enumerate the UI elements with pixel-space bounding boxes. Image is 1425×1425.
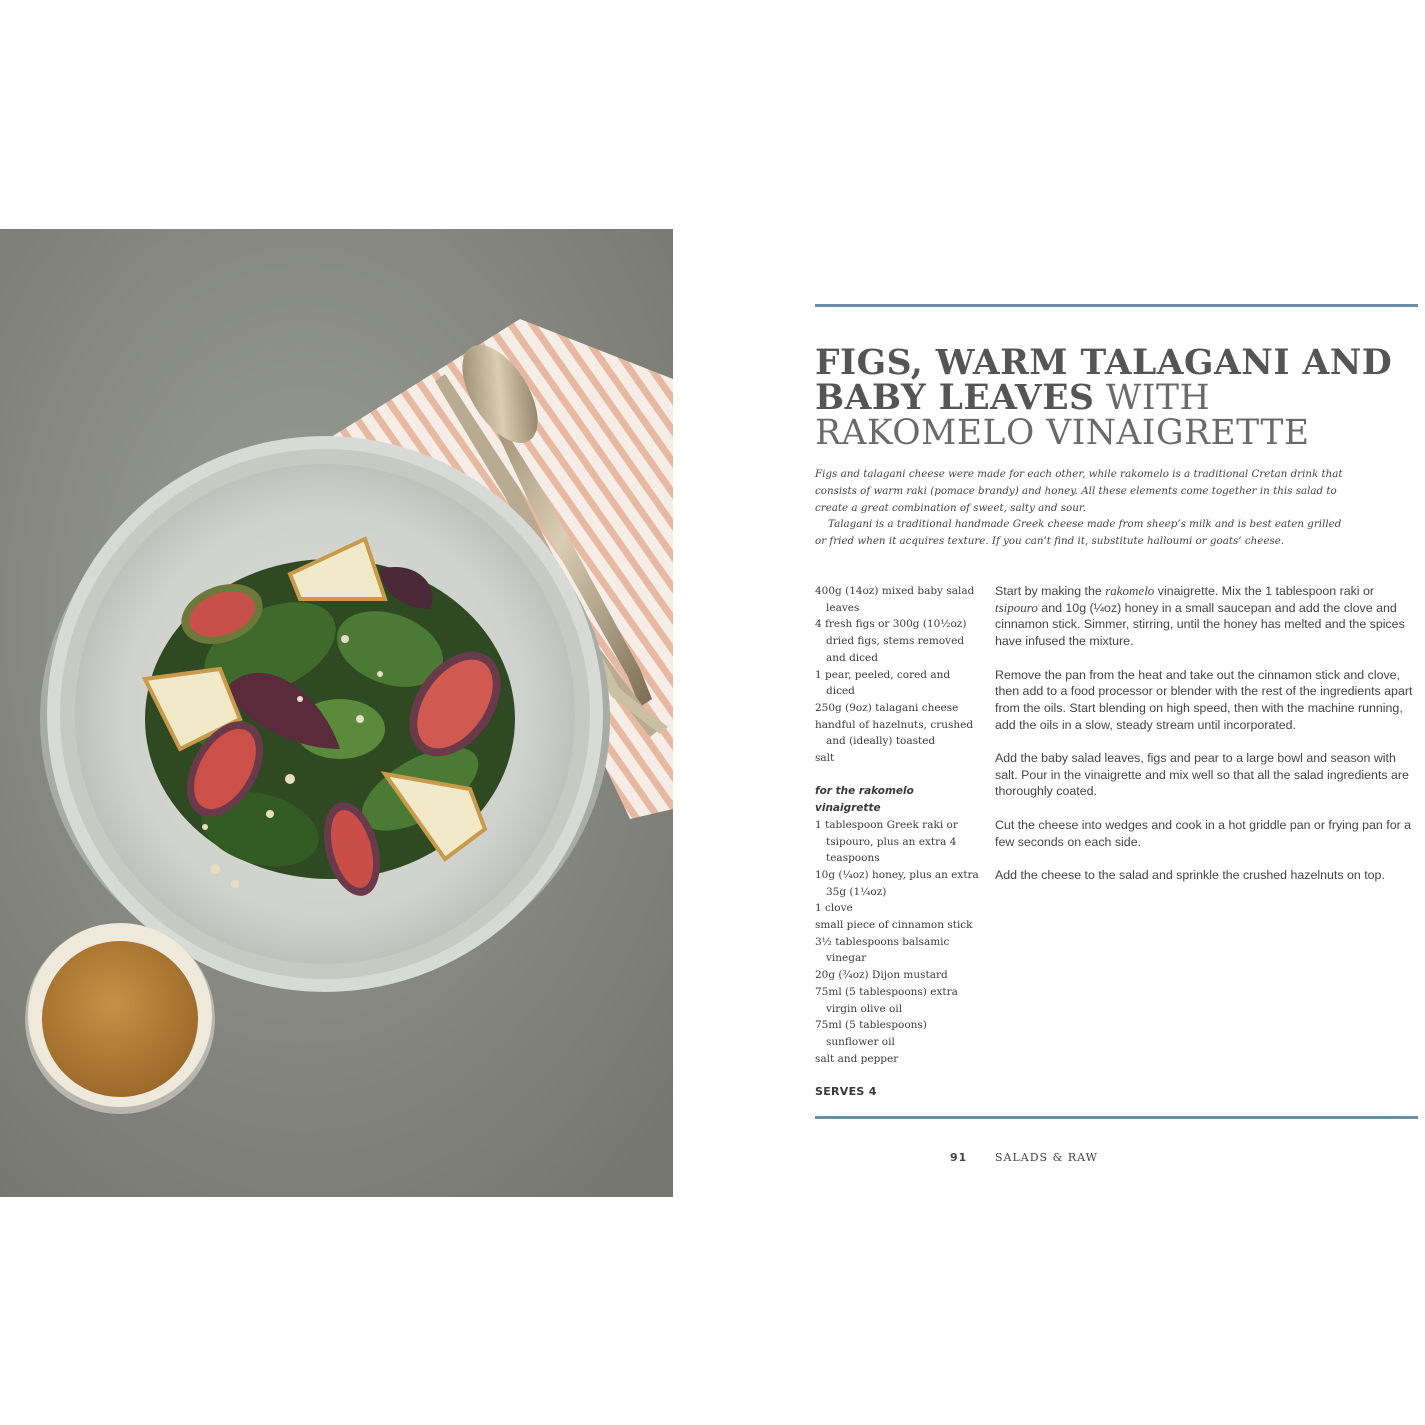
vinaigrette-ingredient-item: 75ml (5 tablespoons) sunflower oil [815, 1019, 927, 1048]
vinaigrette-ingredient-item: 3½ tablespoons balsamic vinegar [815, 935, 950, 965]
title-bold-part: FIGS, WARM TALAGANI AND BABY LEAVES [815, 343, 1393, 418]
ingredient-item: 1 pear, peeled, cored and diced [815, 668, 951, 698]
vinaigrette-ingredient-item: 20g (¾oz) Dijon mustard [815, 969, 948, 982]
intro-paragraph-1: Figs and talagani cheese were made for each other, while rakomelo is a traditional Cretan drink that consists of warm raki (pomace brandy) and honey. All these elements come together in this salad to create a great combination of sweet, salty and sour. [815, 468, 1343, 514]
page-number: 91 [950, 1151, 968, 1164]
method-step-1-text-a: Start by making the [995, 584, 1106, 598]
method-step-4: Cut the cheese into wedges and cook in a hot griddle pan or frying pan for a few seconds on each side. [995, 817, 1412, 849]
ingredient-item: 250g (9oz) talagani cheese [815, 701, 959, 714]
vinaigrette-ingredient-item: 1 clove [815, 902, 853, 915]
method-step-1-em-rakomelo: rakomelo [1105, 583, 1155, 598]
food-photo [0, 229, 673, 1197]
dressing-bowl [25, 923, 215, 1114]
vinaigrette-ingredient-list [815, 817, 980, 1068]
vinaigrette-ingredient-item: salt and pepper [815, 1052, 899, 1065]
ingredient-item: 4 fresh figs or 300g (10½oz) dried figs, stems removed and diced [815, 618, 967, 664]
salad-photo-illustration [0, 229, 673, 1197]
method-step-5: Add the cheese to the salad and sprinkle the crushed hazelnuts on top. [995, 867, 1385, 882]
method-step-1-em-tsipouro: tsipouro [995, 599, 1038, 615]
bottom-rule [815, 1116, 1418, 1119]
vinaigrette-ingredient-item: 1 tablespoon Greek raki or tsipouro, plus an extra 4 teaspoons [815, 818, 958, 865]
method-step-2: Remove the pan from the heat and take out the cinnamon stick and clove, then add to a food processor or blender with the rest of the ingredients apart from the oils. Start blending on high speed, then with the machine running, add the oils in a slow, steady stream until incorporated. [995, 667, 1413, 732]
method-step-1-text-b: vinaigrette. Mix the 1 tablespoon raki or [1154, 584, 1375, 598]
ingredient-item: handful of hazelnuts, crushed and (ideally) toasted [815, 718, 974, 748]
intro-paragraph-2: Talagani is a traditional handmade Greek cheese made from sheep’s milk and is best eaten grilled or fried when it acquires texture. If you can’t find it, substitute halloumi or goats’ cheese. [815, 518, 1342, 548]
method-step-1 [995, 583, 1419, 650]
vinaigrette-ingredient-item: small piece of cinnamon stick [815, 919, 973, 932]
title-light-part-2: RAKOMELO VINAIGRETTE [815, 413, 1310, 453]
serves-label: SERVES 4 [815, 1085, 877, 1099]
vinaigrette-ingredient-item: 10g (¼oz) honey, plus an extra 35g (1¼oz) [815, 868, 979, 898]
ingredient-list [815, 583, 980, 767]
vinaigrette-heading: for the rakomelo vinaigrette [815, 785, 914, 815]
method-column [995, 583, 1419, 900]
vinaigrette-ingredient-item: 75ml (5 tablespoons) extra virgin olive oil [815, 985, 958, 1015]
ingredients-column [815, 583, 980, 1101]
method-step-3: Add the baby salad leaves, figs and pear to a large bowl and season with salt. Pour in the vinaigrette and mix well so that all the salad ingredients are thoroughly coated. [995, 751, 1409, 799]
ingredient-item: salt [815, 752, 835, 765]
section-name: SALADS & RAW [995, 1151, 1098, 1164]
method-step-1-text-c: and 10g (¼oz) honey in a small saucepan and add the clove and cinnamon stick. Simmer, stirring, until the honey has melted and the spices have infused the mixture. [995, 600, 1405, 649]
title-light-part-1: WITH [1105, 378, 1211, 418]
recipe-intro [815, 466, 1355, 550]
top-rule [815, 304, 1418, 307]
ingredient-item: 400g (14oz) mixed baby salad leaves [815, 585, 975, 614]
recipe-title [815, 343, 1415, 453]
